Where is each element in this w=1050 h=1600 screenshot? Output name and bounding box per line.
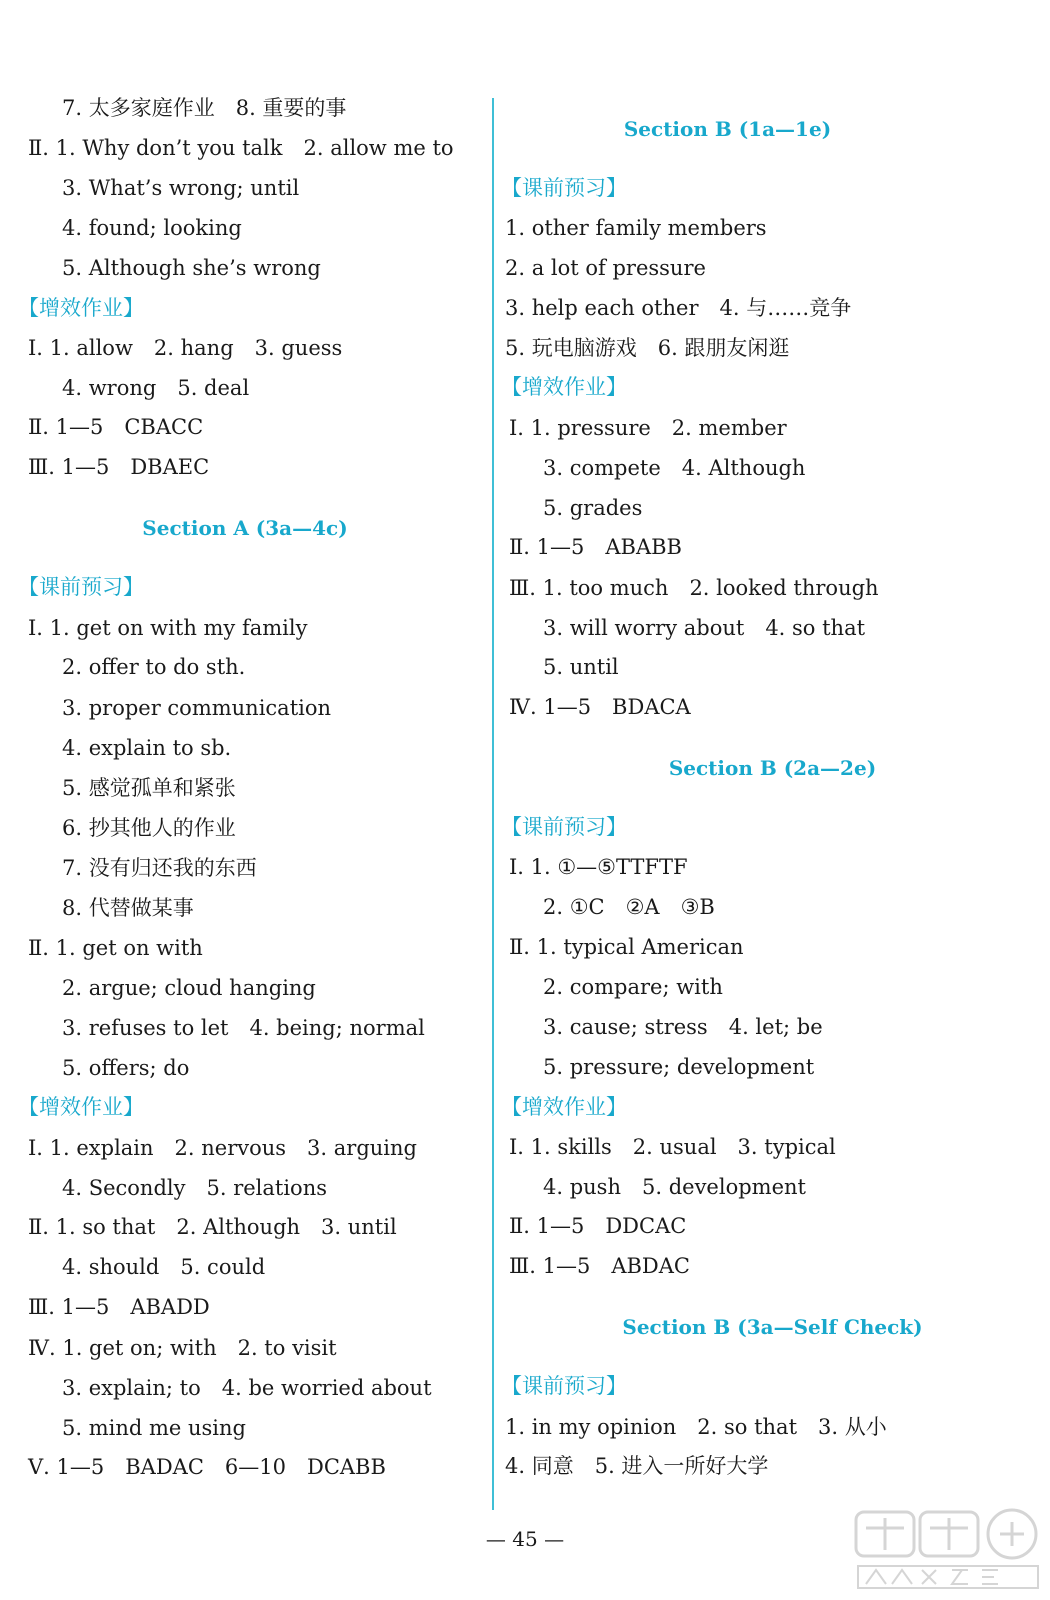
- section-heading: Section B (2a—2e): [668, 756, 877, 780]
- answer-line: 4. found; looking: [62, 216, 242, 240]
- answer-line: 5. until: [543, 655, 619, 679]
- answer-line: 3. help each other 4. 与……竞争: [505, 296, 852, 320]
- watermark-logo-icon: [852, 1504, 1042, 1594]
- answer-line: Ⅱ. 1—5 CBACC: [28, 415, 204, 439]
- answer-line: 1. in my opinion 2. so that 3. 从小: [505, 1415, 887, 1439]
- answer-line: Ⅲ. 1—5 ABADD: [28, 1295, 210, 1319]
- answer-line: 5. 感觉孤单和紧张: [62, 776, 236, 800]
- answer-line: Ⅱ. 1. get on with: [28, 936, 203, 960]
- answer-line: 4. explain to sb.: [62, 736, 232, 760]
- section-tag: 【课前预习】: [18, 575, 144, 599]
- answer-line: 5. mind me using: [62, 1416, 246, 1440]
- answer-line: Ⅰ. 1. ①—⑤TTFTF: [509, 855, 688, 879]
- answer-line: 2. compare; with: [543, 975, 723, 999]
- answer-line: Ⅰ. 1. skills 2. usual 3. typical: [509, 1135, 836, 1159]
- answer-line: Ⅳ. 1—5 BDACA: [509, 695, 691, 719]
- answer-line: Ⅱ. 1. so that 2. Although 3. until: [28, 1215, 397, 1239]
- answer-line: 4. Secondly 5. relations: [62, 1176, 327, 1200]
- answer-line: 2. a lot of pressure: [505, 256, 706, 280]
- answer-line: Ⅳ. 1. get on; with 2. to visit: [28, 1336, 337, 1360]
- answer-line: Ⅴ. 1—5 BADAC 6—10 DCABB: [28, 1455, 386, 1479]
- section-heading: Section B (3a—Self Check): [622, 1315, 923, 1339]
- answer-line: 5. Although she’s wrong: [62, 256, 321, 280]
- answer-line: 3. explain; to 4. be worried about: [62, 1376, 432, 1400]
- answer-line: Ⅰ. 1. allow 2. hang 3. guess: [28, 336, 343, 360]
- answer-line: 4. should 5. could: [62, 1255, 266, 1279]
- answer-line: Ⅱ. 1—5 ABABB: [509, 535, 682, 559]
- answer-line: 4. wrong 5. deal: [62, 376, 250, 400]
- answer-line: 5. grades: [543, 496, 643, 520]
- answer-line: Ⅲ. 1—5 ABDAC: [509, 1254, 690, 1278]
- answer-line: 8. 代替做某事: [62, 896, 194, 920]
- answer-line: 2. ①C ②A ③B: [543, 895, 715, 919]
- answer-line: Ⅱ. 1. Why don’t you talk 2. allow me to: [28, 136, 454, 160]
- section-tag: 【增效作业】: [501, 375, 627, 399]
- answer-line: 3. proper communication: [62, 696, 332, 720]
- section-tag: 【增效作业】: [501, 1095, 627, 1119]
- answer-line: Ⅲ. 1—5 DBAEC: [28, 455, 210, 479]
- section-tag: 【课前预习】: [501, 1374, 627, 1398]
- answer-line: Ⅰ. 1. get on with my family: [28, 616, 308, 640]
- answer-line: Ⅲ. 1. too much 2. looked through: [509, 576, 879, 600]
- answer-line: 6. 抄其他人的作业: [62, 816, 236, 840]
- answer-line: 3. will worry about 4. so that: [543, 616, 866, 640]
- section-tag: 【增效作业】: [18, 1095, 144, 1119]
- answer-line: 4. push 5. development: [543, 1175, 806, 1199]
- answer-line: Ⅰ. 1. pressure 2. member: [509, 416, 787, 440]
- page-number: — 45 —: [485, 1527, 565, 1551]
- answer-line: 3. cause; stress 4. let; be: [543, 1015, 823, 1039]
- answer-line: Ⅱ. 1. typical American: [509, 935, 744, 959]
- answer-line: 3. What’s wrong; until: [62, 176, 300, 200]
- answer-line: 2. offer to do sth.: [62, 655, 246, 679]
- answer-line: 3. compete 4. Although: [543, 456, 806, 480]
- answer-line: 5. pressure; development: [543, 1055, 815, 1079]
- section-tag: 【课前预习】: [501, 176, 627, 200]
- answer-line: Ⅱ. 1—5 DDCAC: [509, 1214, 687, 1238]
- answer-line: 3. refuses to let 4. being; normal: [62, 1016, 425, 1040]
- column-divider: [492, 98, 494, 1510]
- section-tag: 【课前预习】: [501, 815, 627, 839]
- answer-line: 5. offers; do: [62, 1056, 190, 1080]
- answer-line: 4. 同意 5. 进入一所好大学: [505, 1454, 769, 1478]
- answer-line: 7. 没有归还我的东西: [62, 856, 257, 880]
- answer-line: 1. other family members: [505, 216, 767, 240]
- answer-line: 2. argue; cloud hanging: [62, 976, 316, 1000]
- section-heading: Section A (3a—4c): [142, 516, 348, 540]
- answer-line: 7. 太多家庭作业 8. 重要的事: [62, 96, 347, 120]
- section-heading: Section B (1a—1e): [623, 117, 832, 141]
- answer-line: 5. 玩电脑游戏 6. 跟朋友闲逛: [505, 336, 790, 360]
- section-tag: 【增效作业】: [18, 296, 144, 320]
- answer-line: Ⅰ. 1. explain 2. nervous 3. arguing: [28, 1136, 417, 1160]
